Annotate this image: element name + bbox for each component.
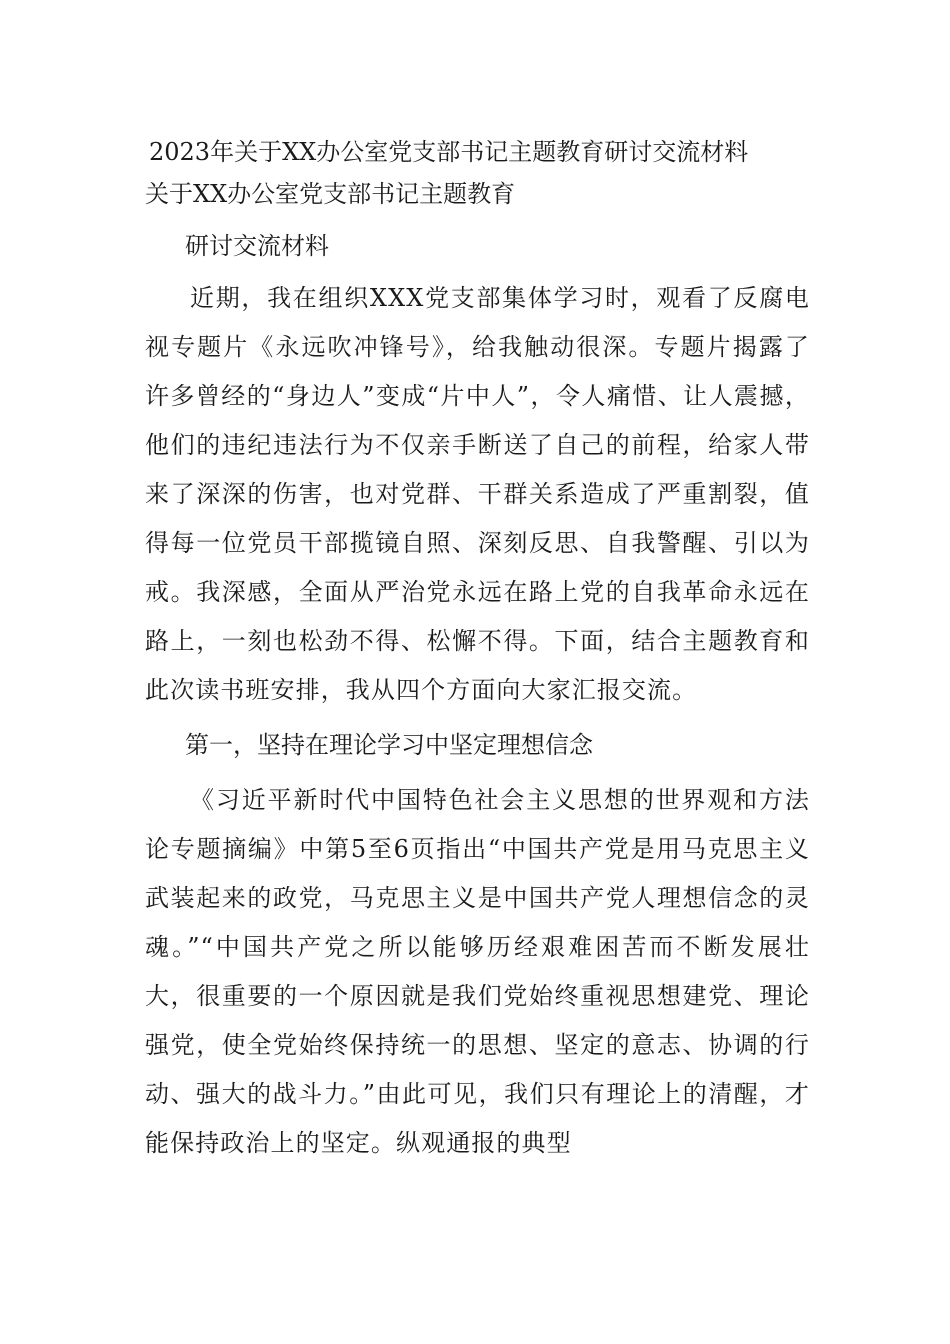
- document-body: [145, 131, 810, 1168]
- document-subtitle-line1: 关于XX办公室党支部书记主题教育: [145, 180, 516, 208]
- document-title: 2023年关于XX办公室党支部书记主题教育研讨交流材料: [149, 138, 749, 166]
- document-subtitle-line2: 研讨交流材料: [185, 232, 329, 260]
- intro-paragraph: 近期，我在组织XXX党支部集体学习时，观看了反腐电视专题片《永远吹冲锋号》，给我触动很深。专题片揭露了许多曾经的“身边人”变成“片中人”，令人痛惜、让人震撼，他们的违纪违法行为不仅亲手断送了自己的前程，给家人带来了深深的伤害，也对党群、干群关系造成了严重割裂，值得每一位党员干部揽镜自照、深刻反思、自我警醒、引以为戒。我深感，全面从严治党永远在路上党的自我革命永远在路上，一刻也松劲不得、松懈不得。下面，结合主题教育和此次读书班安排，我从四个方面向大家汇报交流。: [145, 284, 810, 704]
- section-paragraph: 《习近平新时代中国特色社会主义思想的世界观和方法论专题摘编》中第5至6页指出“中国共产党是用马克思主义武装起来的政党，马克思主义是中国共产党人理想信念的灵魂。”“中国共产党之所以能够历经艰难困苦而不断发展壮大，很重要的一个原因就是我们党始终重视思想建党、理论强党，使全党始终保持统一的思想、坚定的意志、协调的行动、强大的战斗力。”由此可见，我们只有理论上的清醒，才能保持政治上的坚定。纵观通报的典型: [145, 786, 810, 1157]
- section-heading: 第一，坚持在理论学习中坚定理想信念: [185, 731, 593, 759]
